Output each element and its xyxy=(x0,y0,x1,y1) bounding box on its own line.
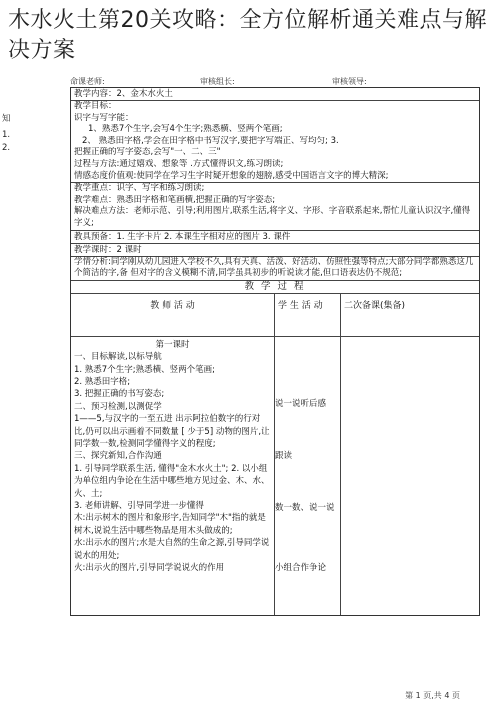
lesson-plan-table xyxy=(70,87,480,616)
page-footer: 第 1 页,共 4 页 xyxy=(405,691,460,700)
student-note-3: 数一数、说一说 xyxy=(275,502,335,513)
row-analysis: 学情分析:同学刚从幼儿园进入学校不久,具有天真、活泼、好活动、仿照性强等特点;大部分同学都熟悉这几个简洁的字,备 但对字的含义模糊不清,同学虽具初步的听说读才能,但口语表达仍不规范; xyxy=(71,257,479,281)
student-note-1: 说一说听后感 xyxy=(275,398,327,409)
student-note-2: 跟读 xyxy=(275,450,293,461)
student-activities xyxy=(275,337,341,615)
col-second: 二次备课(集备) xyxy=(344,300,406,311)
reviewer-label: 审核组长: xyxy=(200,77,235,86)
margin-note-1: 1. xyxy=(2,130,11,140)
activity-body xyxy=(71,337,479,615)
second-lesson-notes xyxy=(341,337,479,615)
row-keypoints: 教学重点：识字、写字和练习朗读; 教学难点：熟悉田字格和笔画横,把握正确的写字姿态; 解决难点方法：老师示范、引导;利用图片,联系生活,将字义、字形、字音联系起来,帮忙儿童认识汉字,懂得字义; xyxy=(71,183,479,230)
col-student: 学 生 活 动 xyxy=(275,294,341,336)
columns-header xyxy=(71,294,479,337)
row-content: 教学内容：2、金木水火土 xyxy=(71,88,479,101)
teacher-activities: 第一课时 一、目标解读,以标导航 1. 熟悉7个生字;熟悉横、竖两个笔画; 2. 熟悉田字格; 3. 把握正确的书写姿态; 二、预习检测,以测促学 1——5,与汉字的一至五进 出示阿拉伯数字的行对比,仍可以出示画着不同数量 [ 少于5] 动物的图片,让同学数一数,检测同学懂得字义的程度; 三、探究新知,合作沟通 1. 引导同学联系生活, 懂得"金木水火土"; 2. 以小组为单位组内争论在生活中哪些地方见过金、木、水、火、土; 3. 老师讲解、引导同学进一步懂得 木:出示树木的图片和象形字,告知同学"木"指的就是树木,说说生活中哪些物品是用木头做成的; 水:出示水的图片;水是大自然的生命之源,引导同学说说水的用处; 火:出示火的图片,引导同学说说火的作用 xyxy=(71,337,275,615)
page-title: 木水火土第20关攻略：全方位解析通关难点与解决方案 xyxy=(8,8,487,63)
row-objectives: 教学目标： 识字与写字能： 1、熟悉7个生字,会写4个生字;熟悉横、竖两个笔画; 2、 熟悉田字格,学会在田字格中书写汉字,要把字写端正、写均匀; 3. 把握正确的写字姿态,会写"一、二、三" 过程与方法:通过嬉戏、想象等 .方式懂得识文,练习朗读; 情感态度价值观:使同学在学习生字时疑开想象的翅膀,感受中国语言文字的博大精深; xyxy=(71,101,479,183)
margin-note-zhi: 知 xyxy=(2,114,11,124)
row-hours: 教学课时：2 课时 xyxy=(71,244,479,257)
margin-note-2: 2. xyxy=(2,143,11,153)
row-tools: 教具预备：1. 生字卡片 2. 本课生字相对应的图片 3. 课件 xyxy=(71,231,479,244)
student-note-4: 小组合作争论 xyxy=(275,562,327,573)
col-teacher: 教 师 活 动 xyxy=(71,294,275,336)
teacher-label: 命课老师: xyxy=(70,77,105,86)
leader-label: 审核领导: xyxy=(332,77,367,86)
row-process-title: 教 学 过 程 xyxy=(71,281,479,294)
